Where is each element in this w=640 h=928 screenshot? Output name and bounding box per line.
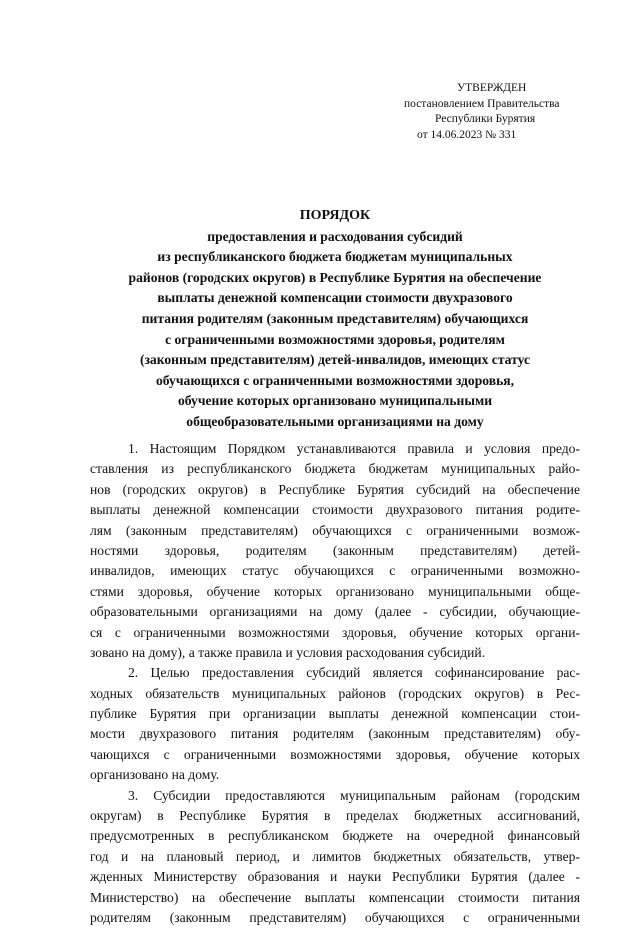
paragraph-1-line: зовано на дому), а также правила и условия расходования субсидий. [90, 644, 486, 660]
paragraph-3-line: округам) в Республике Бурятия в пределах бюджетных ассигнований, [90, 808, 580, 824]
approval-line-republic: Республики Бурятия [435, 113, 536, 125]
paragraph-1-line: ностями здоровья, родителям (законным представителям) детей- [90, 542, 580, 558]
paragraph-3-line: 3. Субсидии предоставляются муниципальным районам (городским [128, 787, 580, 803]
paragraph-3-line: год и на плановый период, и лимитов бюджетных обязательств, утвер- [90, 848, 580, 864]
approval-line-date: от 14.06.2023 № 331 [417, 128, 517, 141]
title-line: предоставления и расходования субсидий [207, 228, 463, 244]
paragraph-2-line: публике Бурятия при организации выплаты денежной компенсации стои- [90, 706, 580, 722]
paragraph-1-line: инвалидов, имеющих статус обучающихся с ограниченными возможно- [90, 563, 580, 579]
paragraph-2-line: чающихся с ограниченными возможностями здоровья, обучение которых [90, 746, 580, 762]
paragraph-2-line: мости двухразового питания родителям (законным представителям) обу- [90, 726, 580, 742]
title-line: общеобразовательными организациями на дому [186, 413, 484, 429]
title-line: из республиканского бюджета бюджетам муниципальных [157, 249, 513, 265]
title-line: обучение которых организовано муниципальными [177, 393, 493, 409]
document-body [90, 439, 580, 928]
paragraph-3-line: Министерство) на обеспечение выплаты компенсации стоимости питания [90, 889, 580, 905]
title-line: (законным представителям) детей-инвалидов, имеющих статус [139, 352, 531, 368]
paragraph-1-line: лям (законным представителям) обучающихся с ограниченными возмож- [90, 522, 580, 538]
title-line: с ограниченными возможностями здоровья, родителям [165, 331, 505, 347]
approval-stamp [404, 81, 584, 143]
paragraph-1-line: образовательными организациями на дому (далее - субсидии, обучающие- [90, 604, 580, 620]
paragraph-1-line: ся с ограниченными возможностями здоровья, обучение которых органи- [90, 624, 580, 640]
title-line: обучающихся с ограниченными возможностями здоровья, [155, 372, 515, 388]
paragraph-3-line: жденных Министерству образования и науки Республики Бурятия (далее - [90, 869, 580, 885]
paragraph-1-line: ставления из республиканского бюджета бюджетам муниципальных райо- [90, 461, 580, 477]
paragraph-3-line: родителям (законным представителям) обучающихся с ограниченными [90, 909, 580, 925]
paragraph-2-line: организовано на дому. [90, 767, 220, 783]
paragraph-3-line: предусмотренных в республиканском бюджете на очередной финансовый [90, 828, 580, 844]
document-title [90, 206, 580, 433]
title-line: выплаты денежной компенсации стоимости двухразового [157, 290, 513, 306]
title-line: питания родителям (законным представителям) обучающихся [141, 310, 529, 326]
paragraph-2-line: 2. Целью предоставления субсидий является софинансирование рас- [128, 665, 580, 681]
paragraph-1-line: стями здоровья, обучение которых организовано муниципальными обще- [90, 583, 580, 599]
paragraph-2-line: ходных обязательств муниципальных районов (городских округов) в Рес- [90, 685, 580, 701]
approval-line-resolution: постановлением Правительства [404, 97, 560, 110]
paragraph-1-line: нов (городских округов) в Республике Бурятия субсидий на обеспечение [90, 481, 580, 497]
paragraph-1-line: выплаты денежной компенсации стоимости двухразового питания родите- [90, 502, 580, 518]
approval-line-approved: УТВЕРЖДЕН [457, 82, 527, 94]
paragraph-1-line: 1. Настоящим Порядком устанавливаются правила и условия предо- [128, 441, 580, 456]
title-heading: ПОРЯДОК [299, 208, 371, 223]
title-line: районов (городских округов) в Республике Бурятия на обеспечение [128, 269, 542, 285]
